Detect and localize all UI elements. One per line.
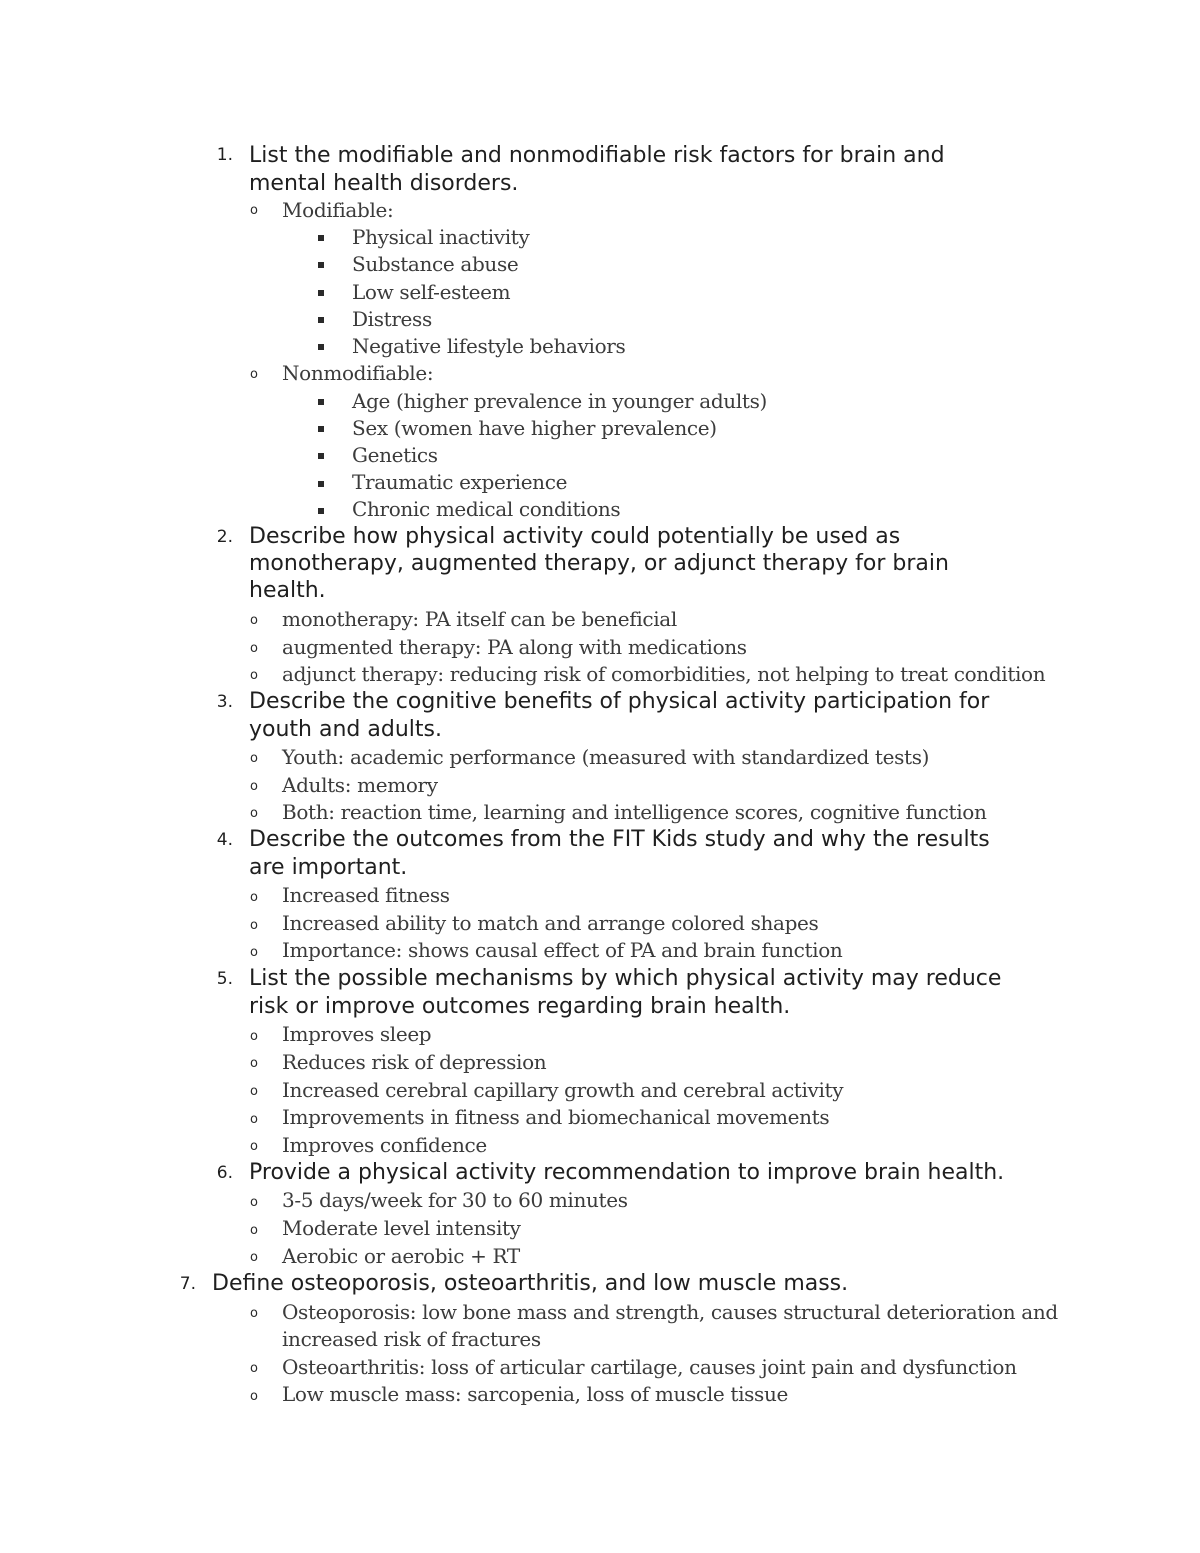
bullet-o-icon: o [250, 1250, 258, 1265]
square-bullet-icon [318, 481, 324, 487]
question-number: 4. [216, 830, 233, 850]
answer-item: Increased fitness [282, 883, 450, 907]
question-number: 5. [216, 969, 233, 989]
question-text: youth and adults. [249, 717, 442, 742]
answer-item: Improves sleep [282, 1022, 432, 1046]
question-text: List the possible mechanisms by which physical activity may reduce [249, 966, 1002, 991]
bullet-o-icon: o [250, 1389, 258, 1404]
square-bullet-icon [318, 344, 324, 350]
question-number: 7. [179, 1274, 196, 1294]
list-item: Chronic medical conditions [352, 497, 621, 521]
group-label: Nonmodifiable: [282, 361, 434, 385]
square-bullet-icon [318, 235, 324, 241]
list-item: Low self-esteem [352, 280, 511, 304]
bullet-o-icon: o [250, 613, 258, 628]
question-text: Define osteoporosis, osteoarthritis, and low muscle mass. [212, 1271, 849, 1296]
answer-item: Both: reaction time, learning and intelligence scores, cognitive function [282, 800, 987, 824]
bullet-o-icon: o [250, 1223, 258, 1238]
answer-item: augmented therapy: PA along with medications [282, 635, 747, 659]
bullet-o-icon: o [250, 1112, 258, 1127]
list-item: Negative lifestyle behaviors [352, 334, 626, 358]
question-text: are important. [249, 855, 408, 880]
answer-item: Improves confidence [282, 1133, 487, 1157]
answer-item-continued: increased risk of fractures [282, 1327, 541, 1351]
answer-item: Moderate level intensity [282, 1216, 521, 1240]
list-item: Traumatic experience [352, 470, 568, 494]
bullet-o-icon: o [250, 1029, 258, 1044]
list-item: Age (higher prevalence in younger adults) [352, 389, 767, 413]
bullet-o-icon: o [250, 1195, 258, 1210]
question-text: Provide a physical activity recommendation to improve brain health. [249, 1160, 1005, 1185]
answer-item: Importance: shows causal effect of PA and brain function [282, 938, 843, 962]
answer-item: Low muscle mass: sarcopenia, loss of muscle tissue [282, 1382, 788, 1406]
square-bullet-icon [318, 426, 324, 432]
bullet-o-icon: o [250, 890, 258, 905]
list-item: Sex (women have higher prevalence) [352, 416, 717, 440]
list-item: Genetics [352, 443, 438, 467]
answer-item: Osteoporosis: low bone mass and strength, causes structural deterioration and [282, 1300, 1058, 1324]
square-bullet-icon [318, 290, 324, 296]
bullet-o-icon: o [250, 1361, 258, 1376]
answer-item: Adults: memory [282, 773, 438, 797]
bullet-o-icon: o [250, 806, 258, 821]
question-number: 1. [216, 145, 233, 165]
question-text: Describe how physical activity could potentially be used as [249, 524, 901, 549]
bullet-o-icon: o [250, 1084, 258, 1099]
question-number: 3. [216, 692, 233, 712]
question-text: mental health disorders. [249, 170, 519, 196]
group-label: Modifiable: [282, 198, 394, 222]
answer-item: monotherapy: PA itself can be beneficial [282, 607, 677, 631]
answer-item: Aerobic or aerobic + RT [282, 1244, 520, 1268]
bullet-o-icon: o [250, 367, 258, 382]
square-bullet-icon [318, 262, 324, 268]
answer-item: Increased cerebral capillary growth and cerebral activity [282, 1078, 844, 1102]
list-item: Distress [352, 307, 432, 331]
question-text: List the modifiable and nonmodifiable risk factors for brain and [249, 143, 945, 168]
bullet-o-icon: o [250, 203, 258, 218]
question-number: 6. [216, 1163, 233, 1183]
bullet-o-icon: o [250, 641, 258, 656]
question-number: 2. [216, 527, 233, 547]
list-item: Substance abuse [352, 252, 519, 276]
bullet-o-icon: o [250, 668, 258, 683]
answer-item: Improvements in fitness and biomechanical movements [282, 1105, 830, 1129]
question-text: Describe the outcomes from the FIT Kids study and why the results [249, 827, 990, 852]
answer-item: 3-5 days/week for 30 to 60 minutes [282, 1188, 628, 1212]
list-item: Physical inactivity [352, 225, 530, 249]
question-text: health. [249, 578, 326, 603]
bullet-o-icon: o [250, 918, 258, 933]
answer-item: adjunct therapy: reducing risk of comorbidities, not helping to treat condition [282, 662, 1046, 686]
answer-item: Youth: academic performance (measured with standardized tests) [282, 745, 930, 769]
bullet-o-icon: o [250, 945, 258, 960]
question-text: risk or improve outcomes regarding brain health. [249, 994, 791, 1019]
square-bullet-icon [318, 399, 324, 405]
bullet-o-icon: o [250, 1056, 258, 1071]
bullet-o-icon: o [250, 1139, 258, 1154]
square-bullet-icon [318, 508, 324, 514]
question-text: Describe the cognitive benefits of physical activity participation for [249, 689, 990, 714]
answer-item: Increased ability to match and arrange colored shapes [282, 911, 819, 935]
answer-item: Osteoarthritis: loss of articular cartilage, causes joint pain and dysfunction [282, 1355, 1017, 1379]
bullet-o-icon: o [250, 1306, 258, 1321]
square-bullet-icon [318, 317, 324, 323]
bullet-o-icon: o [250, 779, 258, 794]
square-bullet-icon [318, 453, 324, 459]
answer-item: Reduces risk of depression [282, 1050, 547, 1074]
question-text: monotherapy, augmented therapy, or adjunct therapy for brain [249, 551, 949, 576]
bullet-o-icon: o [250, 751, 258, 766]
